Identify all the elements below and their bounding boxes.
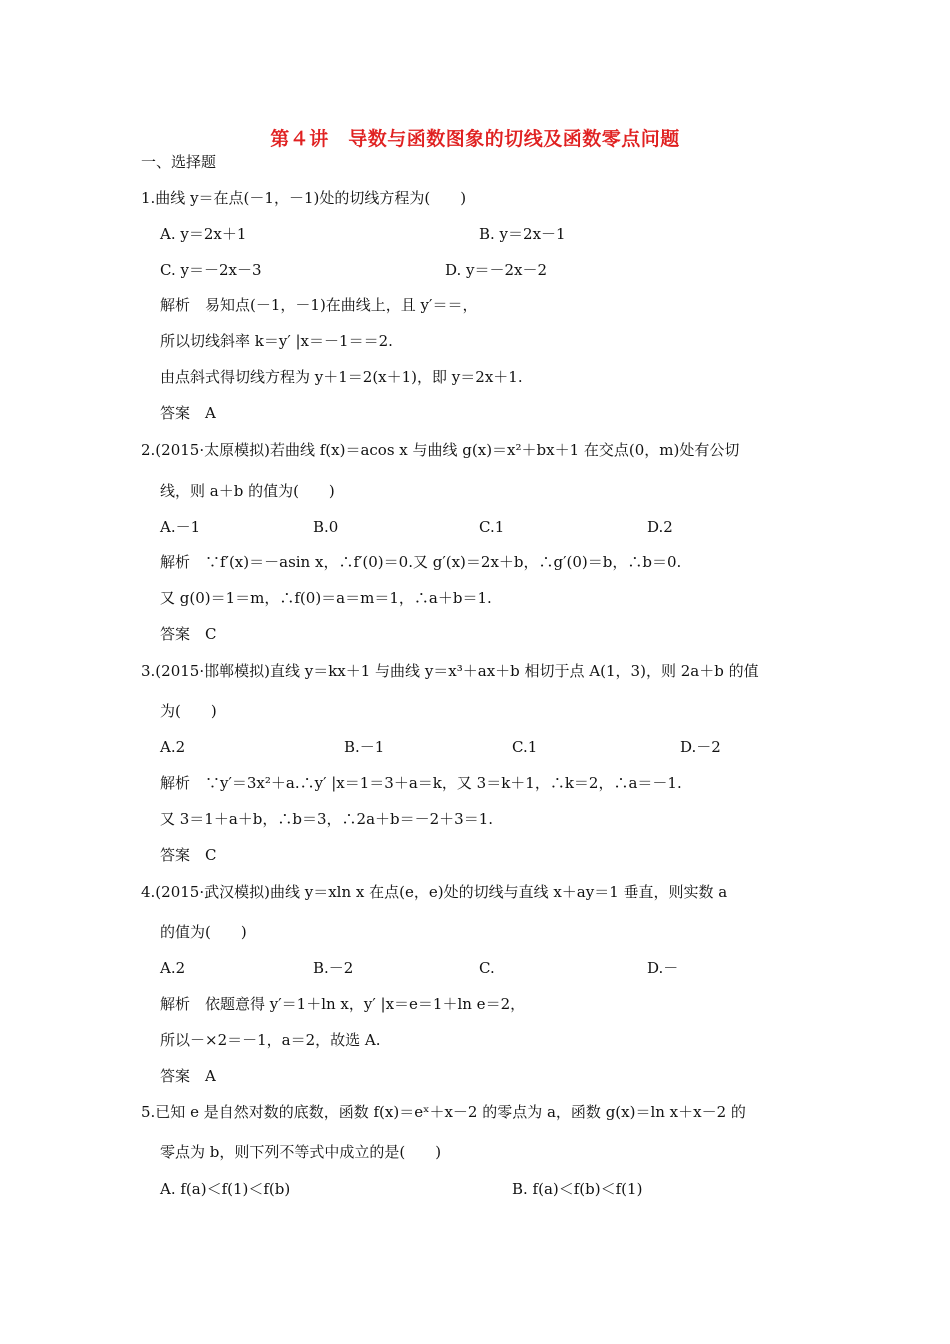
section-heading: 一、选择题 xyxy=(141,153,217,171)
q1-option-c: C. y＝－2x－3 xyxy=(160,261,262,279)
q1-option-a: A. y＝2x＋1 xyxy=(160,225,247,243)
q4-answer: 答案 A xyxy=(160,1067,216,1085)
question-4-stem-line-2: 的值为( ) xyxy=(160,923,247,941)
q4-option-d: D.－ xyxy=(647,959,679,977)
question-3-stem-line-2: 为( ) xyxy=(160,702,217,720)
q4-analysis-line-2: 所以－×2＝－1，a＝2，故选 A. xyxy=(160,1031,381,1049)
q3-analysis-line-1: 解析 ∵y′＝3x²＋a.∴y′ |x＝1＝3＋a＝k，又 3＝k＋1，∴k＝2，∴a＝－1. xyxy=(160,774,682,792)
q2-analysis-line-2: 又 g(0)＝1＝m，∴f(0)＝a＝m＝1，∴a＋b＝1. xyxy=(160,589,492,607)
q2-option-c: C.1 xyxy=(479,518,505,536)
q5-option-b: B. f(a)＜f(b)＜f(1) xyxy=(512,1180,643,1198)
question-1-stem: 1.曲线 y＝在点(－1，－1)处的切线方程为( ) xyxy=(141,189,467,207)
q3-answer: 答案 C xyxy=(160,846,217,864)
q1-answer: 答案 A xyxy=(160,404,216,422)
q2-option-b: B.0 xyxy=(313,518,339,536)
question-5-stem-line-2: 零点为 b，则下列不等式中成立的是( ) xyxy=(160,1143,442,1161)
q5-option-a: A. f(a)＜f(1)＜f(b) xyxy=(160,1180,291,1198)
q3-option-a: A.2 xyxy=(160,738,186,756)
question-2-stem-line-2: 线，则 a＋b 的值为( ) xyxy=(160,482,335,500)
q3-option-b: B.－1 xyxy=(344,738,385,756)
q2-option-d: D.2 xyxy=(647,518,673,536)
question-3-stem-line-1: 3.(2015·邯郸模拟)直线 y＝kx＋1 与曲线 y＝x³＋ax＋b 相切于点 A(1，3)，则 2a＋b 的值 xyxy=(141,662,759,680)
question-4-stem-line-1: 4.(2015·武汉模拟)曲线 y＝xln x 在点(e，e)处的切线与直线 x＋ay＝1 垂直，则实数 a xyxy=(141,883,728,901)
question-2-stem-line-1: 2.(2015·太原模拟)若曲线 f(x)＝acos x 与曲线 g(x)＝x²＋bx＋1 在交点(0，m)处有公切 xyxy=(141,441,740,459)
q4-option-b: B.－2 xyxy=(313,959,354,977)
q1-option-d: D. y＝－2x－2 xyxy=(445,261,548,279)
q1-analysis-line-1: 解析 易知点(－1，－1)在曲线上，且 y′＝＝， xyxy=(160,296,478,314)
q3-option-d: D.－2 xyxy=(680,738,721,756)
q2-option-a: A.－1 xyxy=(160,518,201,536)
q3-analysis-line-2: 又 3＝1＋a＋b，∴b＝3，∴2a＋b＝－2＋3＝1. xyxy=(160,810,494,828)
q4-option-c: C. xyxy=(479,959,495,977)
q3-option-c: C.1 xyxy=(512,738,538,756)
q2-analysis-line-1: 解析 ∵f′(x)＝－asin x，∴f′(0)＝0.又 g′(x)＝2x＋b，∴g′(0)＝b，∴b＝0. xyxy=(160,553,682,571)
page-title: 第４讲 导数与函数图象的切线及函数零点问题 xyxy=(270,128,680,150)
q1-analysis-line-2: 所以切线斜率 k＝y′ |x＝－1＝＝2. xyxy=(160,332,393,350)
q4-option-a: A.2 xyxy=(160,959,186,977)
q4-analysis-line-1: 解析 依题意得 y′＝1＋ln x，y′ |x＝e＝1＋ln e＝2， xyxy=(160,995,526,1013)
question-5-stem-line-1: 5.已知 e 是自然对数的底数，函数 f(x)＝eˣ＋x－2 的零点为 a，函数 g(x)＝ln x＋x－2 的 xyxy=(141,1103,746,1121)
q1-option-b: B. y＝2x－1 xyxy=(479,225,566,243)
q1-analysis-line-3: 由点斜式得切线方程为 y＋1＝2(x＋1)，即 y＝2x＋1. xyxy=(160,368,523,386)
q2-answer: 答案 C xyxy=(160,625,217,643)
